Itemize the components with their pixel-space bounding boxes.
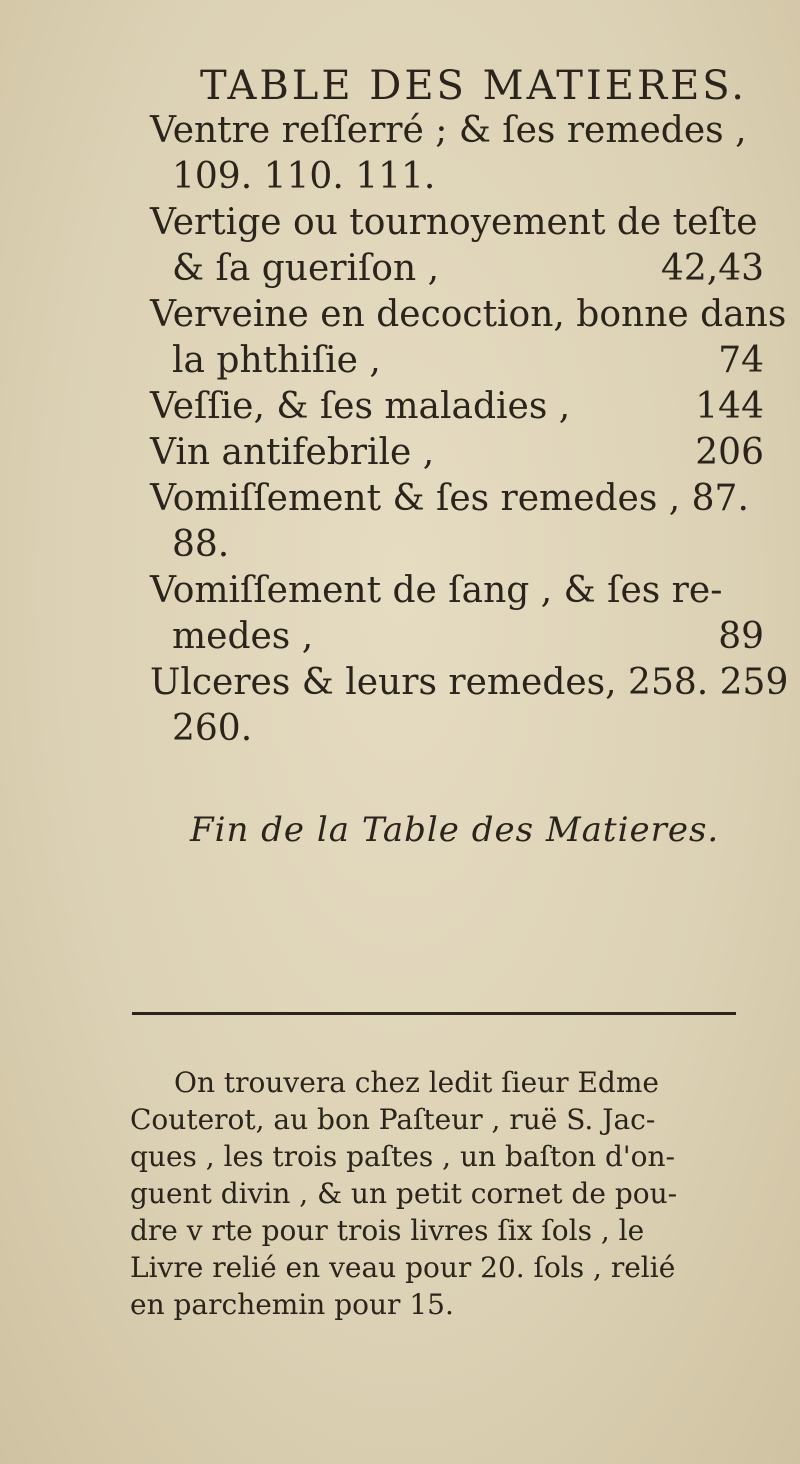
publisher-notice [130,1064,770,1323]
entry-line: Vomiſſement de ſang , & ſes re- [150,570,723,611]
entry-page-number: 144 [695,386,764,427]
entry-line: 88. [172,524,230,565]
entry-line: Vin antifebrile , [150,432,435,473]
entry-line: Ventre reſſerré ; & ſes remedes , [150,110,747,151]
entry-line: & ſa gueriſon , [172,248,440,289]
index-entry [150,292,787,384]
page-header [200,63,760,109]
entry-line: la phthiſie , [172,340,381,381]
notice-line: ques , les trois paſtes , un baſton d'on- [130,1140,675,1173]
entry-page-number: 89 [718,616,764,657]
notice-line: Livre relié en veau pour 20. ſols , relié [130,1251,676,1284]
index-entries [150,108,789,752]
entry-page-number: 42,43 [660,248,764,289]
entry-line: Vertige ou tournoyement de teſte [150,202,758,243]
entry-line: 260. [172,708,253,749]
entry-line-wrap [150,338,770,384]
header-title: TABLE DES MATIERES. [200,63,747,109]
entry-page-number: 74 [718,340,764,381]
index-entry [150,108,770,200]
notice-line: en parchemin pour 15. [130,1288,454,1321]
index-entry [150,568,770,660]
entry-line: medes , [172,616,314,657]
index-entry [150,476,770,568]
entry-line-wrap [150,430,770,476]
index-entry [150,384,770,430]
entry-line-wrap [150,246,770,292]
end-of-table-note: Fin de la Table des Matieres. [190,810,720,850]
index-entry [150,430,770,476]
notice-line: guent divin , & un petit cornet de pou- [130,1177,678,1210]
index-entry [150,660,789,752]
entry-line: Verveine en decoction, bonne dans [150,294,787,335]
entry-line-wrap [150,614,770,660]
notice-line: On trouvera chez ledit ſieur Edme [174,1066,659,1099]
notice-line: dre v rte pour trois livres ſix ſols , le [130,1214,645,1247]
entry-page-number: 206 [695,432,764,473]
entry-line: Ulceres & leurs remedes, 258. 259 [150,662,789,703]
notice-line: Couterot, au bon Paſteur , ruë S. Jac- [130,1103,656,1136]
entry-line: 109. 110. 111. [172,156,436,197]
entry-line-wrap [150,384,770,430]
entry-line: Vomiſſement & ſes remedes , 87. [150,478,749,519]
index-entry [150,200,770,292]
entry-line: Veſſie, & ſes maladies , [150,386,571,427]
divider-rule [132,1012,736,1015]
